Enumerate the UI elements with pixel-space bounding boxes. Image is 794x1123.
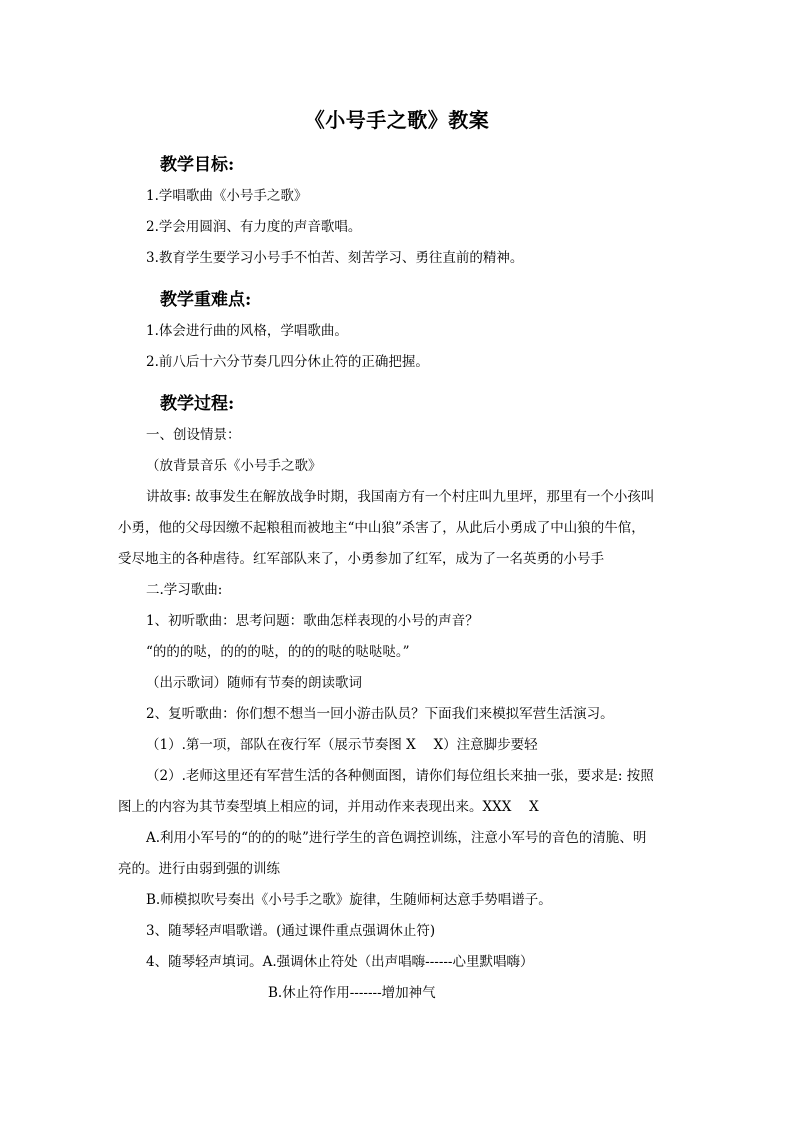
document-title: 《小号手之歌》教案 <box>304 108 490 132</box>
process-line-7: 1、初听歌曲：思考问题：歌曲怎样表现的小号的声音？ <box>146 613 479 629</box>
process-heading: 教学过程: <box>160 394 235 414</box>
objectives-heading: 教学目标: <box>160 155 235 175</box>
process-line-11: （1）.第一项，部队在夜行军（展示节奏图 X X）注意脚步要轻 <box>146 737 538 753</box>
objective-item-1: 1.学唱歌曲《小号手之歌》 <box>146 188 308 204</box>
process-line-12: （2）.老师这里还有军营生活的各种侧面图，请你们每位组长来抽一张，要求是: 按照 <box>146 768 654 784</box>
process-line-1: 一、创设情景： <box>146 427 241 443</box>
process-line-3: 讲故事: 故事发生在解放战争时期，我国南方有一个村庄叫九里坪，那里有一个小孩叫 <box>146 489 655 505</box>
process-line-9: （出示歌词）随师有节奏的朗读歌词 <box>146 675 362 691</box>
key-point-item-1: 1.体会进行曲的风格，学唱歌曲。 <box>146 323 348 339</box>
process-line-14: A.利用小军号的“的的的哒”进行学生的音色调控训练，注意小军号的音色的清脆、明 <box>146 830 647 846</box>
process-line-19: B.休止符作用-------增加神气 <box>268 985 436 1001</box>
key-point-item-2: 2.前八后十六分节奏几四分休止符的正确把握。 <box>146 354 429 370</box>
process-line-16: B.师模拟吹号奏出《小号手之歌》旋律，生随师柯达意手势唱谱子。 <box>146 892 552 908</box>
process-line-15: 亮的。进行由弱到强的训练 <box>118 861 280 877</box>
process-line-8: “的的的哒，的的的哒，的的的哒的哒哒哒。” <box>146 644 410 660</box>
process-line-2: （放背景音乐《小号手之歌》 <box>146 458 322 474</box>
process-line-10: 2、复听歌曲：你们想不想当一回小游击队员？下面我们来模拟军营生活演习。 <box>146 706 614 722</box>
process-line-6: 二.学习歌曲: <box>146 582 223 598</box>
process-line-13: 图上的内容为其节奏型填上相应的词，并用动作来表现出来。XXX X <box>118 799 539 815</box>
objective-item-3: 3.教育学生要学习小号手不怕苦、刻苦学习、勇往直前的精神。 <box>146 250 524 266</box>
process-line-17: 3、随琴轻声唱歌谱。(通过课件重点强调休止符) <box>146 923 436 939</box>
objective-item-2: 2.学会用圆润、有力度的声音歌唱。 <box>146 219 362 235</box>
process-line-4: 小勇，他的父母因缴不起粮租而被地主“中山狼”杀害了，从此后小勇成了中山狼的牛倌， <box>118 520 645 536</box>
process-line-5: 受尽地主的各种虐待。红军部队来了，小勇参加了红军，成为了一名英勇的小号手 <box>118 551 604 567</box>
key-points-heading: 教学重难点: <box>160 290 252 310</box>
process-line-18: 4、随琴轻声填词。A.强调休止符处（出声唱嗨------心里默唱嗨） <box>146 954 534 970</box>
